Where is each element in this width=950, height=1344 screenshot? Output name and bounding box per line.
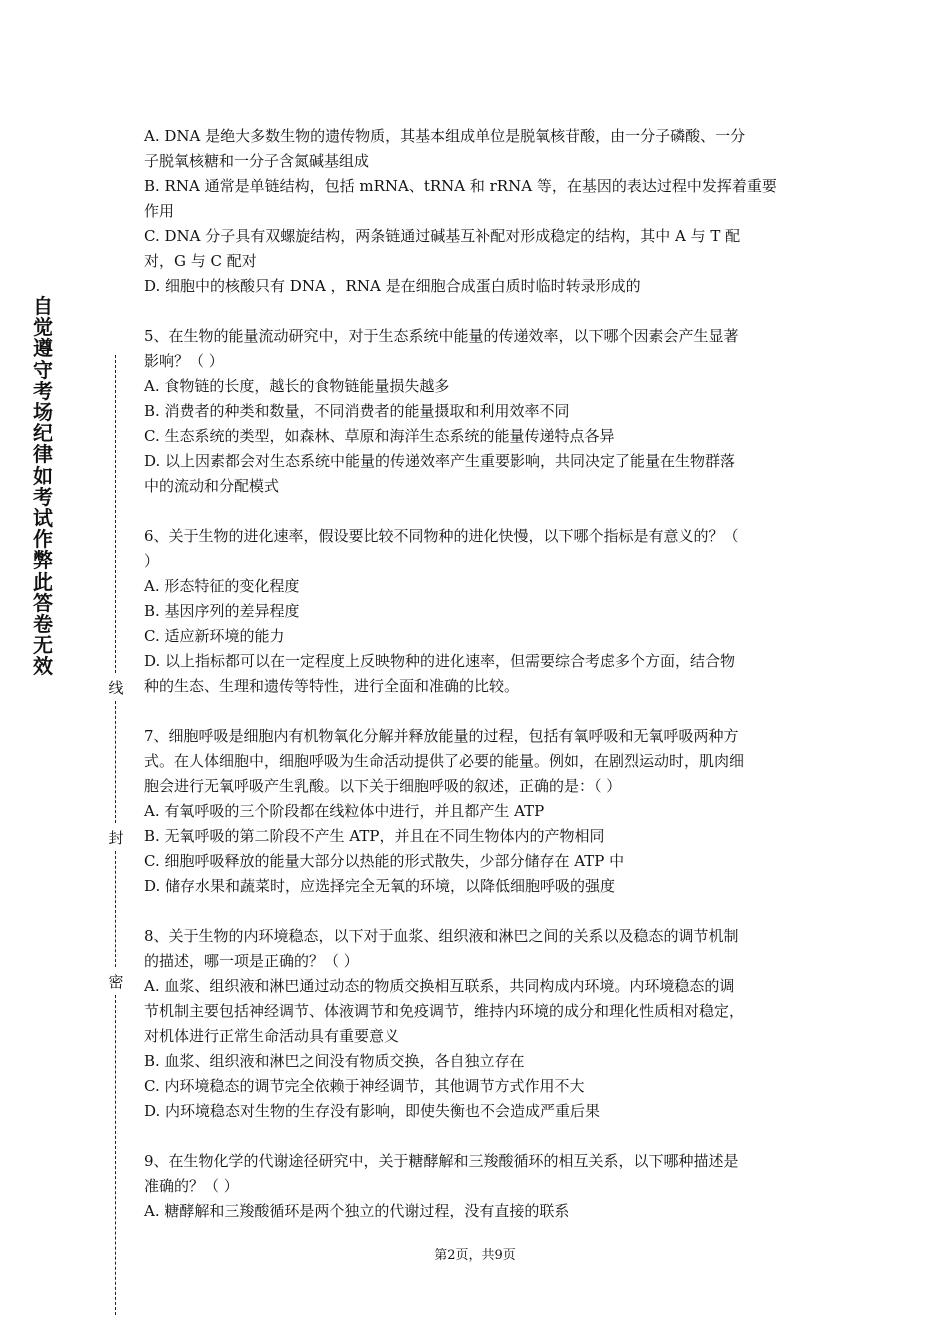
question-block [144,524,808,699]
question-line: A. 糖酵解和三羧酸循环是两个独立的代谢过程，没有直接的联系 [144,1202,570,1220]
question-line: D. 以上指标都可以在一定程度上反映物种的进化速率，但需要综合考虑多个方面，结合物 [144,652,736,670]
question-line: 9、在生物化学的代谢途径研究中，关于糖酵解和三羧酸循环的相互关系，以下哪种描述是 [144,1152,739,1170]
question-line: 6、关于生物的进化速率，假设要比较不同物种的进化快慢，以下哪个指标是有意义的？（ [144,527,739,545]
question-line: 胞会进行无氧呼吸产生乳酸。以下关于细胞呼吸的叙述，正确的是：（ ） [144,777,622,795]
binding-label-seal: 封 [108,829,124,847]
question-line: 种的生态、生理和遗传等特性，进行全面和准确的比较。 [144,677,520,695]
question-line: C. DNA 分子具有双螺旋结构，两条链通过碱基互补配对形成稳定的结构，其中 A 与 T 配 [144,227,741,245]
question-spacer [144,699,808,724]
question-line: 5、在生物的能量流动研究中，对于生态系统中能量的传递效率，以下哪个因素会产生显著 [144,327,739,345]
question-line: 对，G 与 C 配对 [144,252,257,270]
question-line: D. 以上因素都会对生态系统中能量的传递效率产生重要影响，共同决定了能量在生物群落 [144,452,736,470]
dashed-segment [115,355,116,673]
binding-line [103,355,129,1315]
dashed-segment [115,851,116,967]
question-line: B. 基因序列的差异程度 [144,602,300,620]
question-content [144,124,808,1224]
page-number: 第2页，共9页 [434,1248,516,1263]
question-line: 影响？（ ） [144,352,224,370]
question-block [144,1149,808,1224]
binding-label-line: 线 [108,679,124,697]
question-line: B. RNA 通常是单链结构，包括 mRNA、tRNA 和 rRNA 等，在基因的表达过程中发挥着重要 [144,177,777,195]
question-line: A. 血浆、组织液和淋巴通过动态的物质交换相互联系，共同构成内环境。内环境稳态的调 [144,977,735,995]
question-line: D. 储存水果和蔬菜时，应选择完全无氧的环境，以降低细胞呼吸的强度 [144,877,616,895]
question-block [144,124,808,299]
question-line: 对机体进行正常生命活动具有重要意义 [144,1027,400,1045]
question-spacer [144,299,808,324]
question-line: D. 内环境稳态对生物的生存没有影响，即使失衡也不会造成严重后果 [144,1102,601,1120]
question-line: 作用 [144,202,175,220]
question-line: B. 血浆、组织液和淋巴之间没有物质交换，各自独立存在 [144,1052,525,1070]
question-line: C. 内环境稳态的调节完全依赖于神经调节，其他调节方式作用不大 [144,1077,585,1095]
question-line: B. 消费者的种类和数量，不同消费者的能量摄取和利用效率不同 [144,402,570,420]
question-line: 子脱氧核糖和一分子含氮碱基组成 [144,152,370,170]
question-line: 准确的？（ ） [144,1177,239,1195]
question-block [144,724,808,899]
question-line: B. 无氧呼吸的第二阶段不产生 ATP，并且在不同生物体内的产物相同 [144,827,605,845]
question-line: ） [144,552,160,570]
question-line: C. 生态系统的类型，如森林、草原和海洋生态系统的能量传递特点各异 [144,427,615,445]
question-line: A. 形态特征的变化程度 [144,577,300,595]
dashed-segment [115,995,116,1315]
question-line: A. DNA 是绝大多数生物的遗传物质，其基本组成单位是脱氧核苷酸，由一分子磷酸、一分 [144,127,746,145]
question-line: 节机制主要包括神经调节、体液调节和免疫调节，维持内环境的成分和理化性质相对稳定， [144,1002,745,1020]
question-line: C. 细胞呼吸释放的能量大部分以热能的形式散失，少部分储存在 ATP 中 [144,852,625,870]
question-line: 中的流动和分配模式 [144,477,280,495]
question-line: 式。在人体细胞中，细胞呼吸为生命活动提供了必要的能量。例如，在剧烈运动时，肌肉细 [144,752,745,770]
question-line: A. 有氧呼吸的三个阶段都在线粒体中进行，并且都产生 ATP [144,802,545,820]
question-block [144,324,808,499]
binding-label-secret: 密 [108,973,124,991]
question-block [144,924,808,1124]
question-line: 7、细胞呼吸是细胞内有机物氧化分解并释放能量的过程，包括有氧呼吸和无氧呼吸两种方 [144,727,739,745]
question-spacer [144,499,808,524]
question-line: 8、关于生物的内环境稳态，以下对于血浆、组织液和淋巴之间的关系以及稳态的调节机制 [144,927,739,945]
question-line: C. 适应新环境的能力 [144,627,285,645]
question-spacer [144,1124,808,1149]
question-line: 的描述，哪一项是正确的？（ ） [144,952,359,970]
question-spacer [144,899,808,924]
exam-discipline-warning: 自觉遵守考场纪律如考试作弊此答卷无效 [33,294,53,679]
question-line: A. 食物链的长度，越长的食物链能量损失越多 [144,377,450,395]
question-line: D. 细胞中的核酸只有 DNA ，RNA 是在细胞合成蛋白质时临时转录形成的 [144,277,641,295]
dashed-segment [115,701,116,823]
